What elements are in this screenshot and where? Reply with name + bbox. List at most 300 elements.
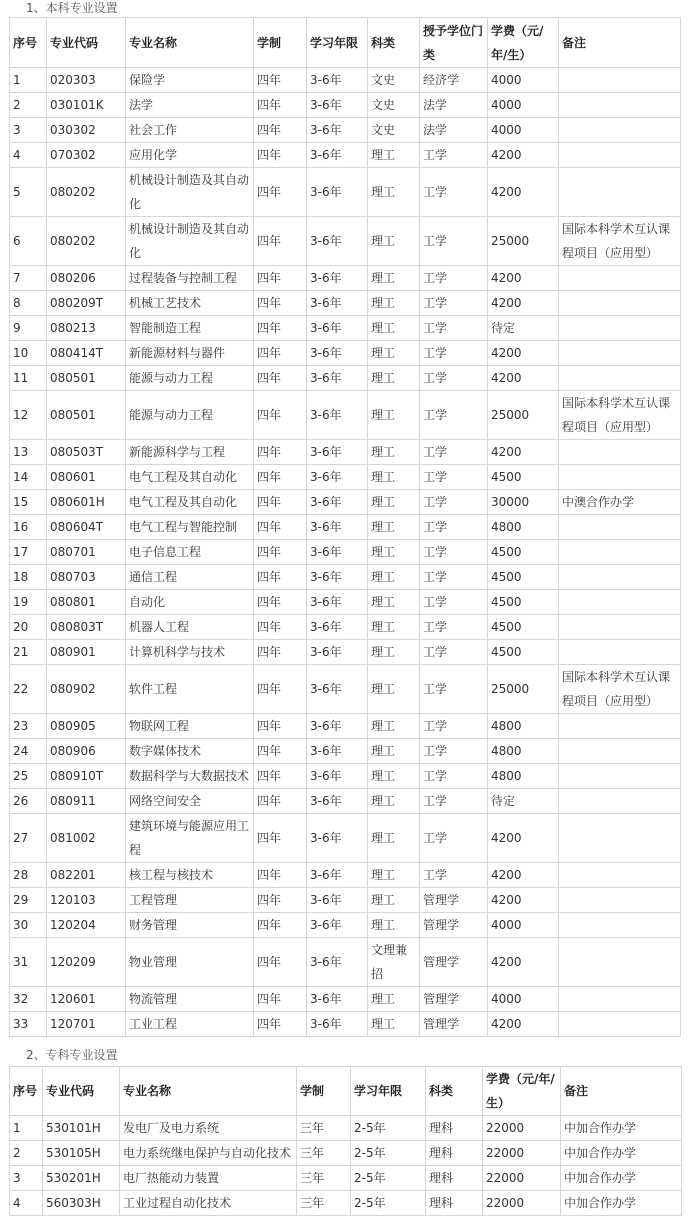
table-cell: 080906: [47, 739, 126, 764]
table-cell: 30000: [488, 490, 559, 515]
table-cell: 工学: [420, 391, 488, 440]
table-cell: 070302: [47, 143, 126, 168]
table-cell: 四年: [254, 391, 307, 440]
table-cell: 工学: [420, 764, 488, 789]
table-row: [10, 764, 681, 789]
table-cell: [559, 168, 681, 217]
table-cell: 30: [10, 913, 47, 938]
undergraduate-majors-table: [9, 17, 681, 1037]
table-cell: 33: [10, 1012, 47, 1037]
table-cell: 1: [10, 68, 47, 93]
table-cell: 电力系统继电保护与自动化技术: [120, 1141, 297, 1166]
table-cell: [559, 789, 681, 814]
table-cell: 四年: [254, 863, 307, 888]
table-cell: 3-6年: [307, 118, 368, 143]
table-row: [10, 341, 681, 366]
table-cell: 22000: [483, 1166, 561, 1191]
table-cell: 四年: [254, 590, 307, 615]
table-cell: 3-6年: [307, 266, 368, 291]
table-cell: 4500: [488, 615, 559, 640]
table-cell: 14: [10, 465, 47, 490]
table-cell: 理工: [368, 391, 420, 440]
table-cell: 管理学: [420, 888, 488, 913]
table-cell: 1: [10, 1116, 43, 1141]
table-cell: 080601H: [47, 490, 126, 515]
table-cell: 4500: [488, 640, 559, 665]
table-header-row: [10, 18, 681, 68]
table-cell: 3-6年: [307, 814, 368, 863]
table-cell: 4000: [488, 913, 559, 938]
table-cell: 3-6年: [307, 366, 368, 391]
table-cell: 机械设计制造及其自动化: [126, 217, 254, 266]
table-cell: [559, 814, 681, 863]
table-cell: 中加合作办学: [561, 1191, 682, 1216]
table-cell: [559, 888, 681, 913]
table-cell: 3-6年: [307, 640, 368, 665]
table-cell: [559, 440, 681, 465]
table-row: [10, 714, 681, 739]
header-cell: 学费（元/年/生）: [488, 18, 559, 68]
table-cell: 3: [10, 118, 47, 143]
header-cell: 序号: [10, 18, 47, 68]
table-cell: 四年: [254, 515, 307, 540]
table-cell: [559, 366, 681, 391]
table-cell: [559, 739, 681, 764]
table-cell: 通信工程: [126, 565, 254, 590]
table-cell: 3-6年: [307, 987, 368, 1012]
table-cell: 工业过程自动化技术: [120, 1191, 297, 1216]
table-cell: 法学: [420, 93, 488, 118]
table-cell: 080703: [47, 565, 126, 590]
table-cell: 工学: [420, 615, 488, 640]
table-cell: 四年: [254, 93, 307, 118]
table-cell: 081002: [47, 814, 126, 863]
table-cell: 15: [10, 490, 47, 515]
table-cell: [559, 565, 681, 590]
table-cell: 23: [10, 714, 47, 739]
table-cell: 理工: [368, 316, 420, 341]
table-cell: 4800: [488, 739, 559, 764]
table-cell: 工学: [420, 714, 488, 739]
table-cell: 法学: [420, 118, 488, 143]
table-row: [10, 93, 681, 118]
table-cell: 25000: [488, 665, 559, 714]
table-cell: 080202: [47, 168, 126, 217]
table-cell: 7: [10, 266, 47, 291]
table-cell: 理科: [426, 1166, 483, 1191]
table-row: [10, 291, 681, 316]
table-cell: 理工: [368, 515, 420, 540]
table-cell: 3-6年: [307, 615, 368, 640]
table-cell: 管理学: [420, 913, 488, 938]
table-cell: 电气工程及其自动化: [126, 490, 254, 515]
table-cell: 中澳合作办学: [559, 490, 681, 515]
table-cell: 工学: [420, 490, 488, 515]
table-cell: 四年: [254, 168, 307, 217]
table-cell: 3-6年: [307, 168, 368, 217]
table-cell: 082201: [47, 863, 126, 888]
table-cell: 530101H: [43, 1116, 120, 1141]
table-cell: 工学: [420, 266, 488, 291]
table-cell: 080902: [47, 665, 126, 714]
table-row: [10, 1012, 681, 1037]
table-cell: 四年: [254, 789, 307, 814]
table-cell: 3-6年: [307, 515, 368, 540]
table-cell: 3-6年: [307, 143, 368, 168]
junior-college-table-body: [10, 1116, 682, 1216]
table-cell: 理工: [368, 888, 420, 913]
table-cell: 工学: [420, 440, 488, 465]
table-cell: 9: [10, 316, 47, 341]
table-cell: [559, 316, 681, 341]
table-cell: [559, 465, 681, 490]
table-cell: 工学: [420, 565, 488, 590]
table-cell: 电气工程与智能控制: [126, 515, 254, 540]
header-cell: 学制: [297, 1067, 351, 1116]
table-cell: 四年: [254, 714, 307, 739]
table-cell: 理工: [368, 143, 420, 168]
table-cell: 3-6年: [307, 341, 368, 366]
table-row: [10, 515, 681, 540]
table-cell: 四年: [254, 490, 307, 515]
table-cell: 工学: [420, 291, 488, 316]
header-cell: 学习年限: [351, 1067, 426, 1116]
table-cell: 3-6年: [307, 316, 368, 341]
table-cell: 理工: [368, 913, 420, 938]
table-cell: 工学: [420, 217, 488, 266]
table-cell: 3: [10, 1166, 43, 1191]
table-cell: 530201H: [43, 1166, 120, 1191]
table-cell: 四年: [254, 291, 307, 316]
table-cell: [559, 590, 681, 615]
table-cell: 120204: [47, 913, 126, 938]
table-cell: 25000: [488, 391, 559, 440]
table-cell: 理工: [368, 640, 420, 665]
table-row: [10, 391, 681, 440]
table-cell: 四年: [254, 266, 307, 291]
table-cell: 四年: [254, 987, 307, 1012]
table-cell: 理工: [368, 739, 420, 764]
table-cell: 18: [10, 565, 47, 590]
table-cell: 工业工程: [126, 1012, 254, 1037]
table-cell: 四年: [254, 540, 307, 565]
table-cell: 机器人工程: [126, 615, 254, 640]
table-cell: 4: [10, 143, 47, 168]
table-row: [10, 938, 681, 987]
table-row: [10, 217, 681, 266]
table-cell: 4200: [488, 266, 559, 291]
table-cell: 文史: [368, 68, 420, 93]
table-cell: 四年: [254, 440, 307, 465]
table-cell: 25: [10, 764, 47, 789]
header-cell: 备注: [559, 18, 681, 68]
table-cell: 工学: [420, 590, 488, 615]
table-row: [10, 266, 681, 291]
table-cell: 120209: [47, 938, 126, 987]
table-cell: 物联网工程: [126, 714, 254, 739]
table-cell: 文理兼招: [368, 938, 420, 987]
table-cell: 三年: [297, 1191, 351, 1216]
table-row: [10, 863, 681, 888]
table-row: [10, 814, 681, 863]
table-cell: 080801: [47, 590, 126, 615]
table-cell: [559, 515, 681, 540]
table-cell: 理工: [368, 465, 420, 490]
table-cell: 四年: [254, 366, 307, 391]
table-cell: 4200: [488, 888, 559, 913]
table-row: [10, 1141, 682, 1166]
table-cell: 4800: [488, 764, 559, 789]
junior-college-majors-table: [9, 1066, 682, 1216]
table-cell: 保险学: [126, 68, 254, 93]
header-cell: 专业代码: [47, 18, 126, 68]
table-row: [10, 1166, 682, 1191]
table-cell: 080601: [47, 465, 126, 490]
table-cell: 管理学: [420, 938, 488, 987]
table-row: [10, 739, 681, 764]
table-cell: 四年: [254, 665, 307, 714]
table-cell: 28: [10, 863, 47, 888]
table-cell: 网络空间安全: [126, 789, 254, 814]
table-cell: 理工: [368, 565, 420, 590]
table-cell: 080701: [47, 540, 126, 565]
table-row: [10, 565, 681, 590]
table-cell: 080414T: [47, 341, 126, 366]
table-cell: 4200: [488, 366, 559, 391]
table-cell: 工学: [420, 316, 488, 341]
table-cell: 工学: [420, 863, 488, 888]
table-cell: [559, 118, 681, 143]
table-row: [10, 640, 681, 665]
table-cell: 理工: [368, 540, 420, 565]
section-title-undergraduate: 1、本科专业设置: [26, 1, 118, 15]
table-cell: 物业管理: [126, 938, 254, 987]
table-cell: 新能源科学与工程: [126, 440, 254, 465]
table-cell: 3-6年: [307, 913, 368, 938]
table-cell: 31: [10, 938, 47, 987]
table-cell: 工学: [420, 739, 488, 764]
table-cell: 三年: [297, 1141, 351, 1166]
table-cell: 4200: [488, 341, 559, 366]
table-cell: 3-6年: [307, 764, 368, 789]
table-cell: 工程管理: [126, 888, 254, 913]
table-cell: 080209T: [47, 291, 126, 316]
table-cell: 080910T: [47, 764, 126, 789]
table-cell: [559, 266, 681, 291]
table-cell: 4500: [488, 465, 559, 490]
table-cell: 020303: [47, 68, 126, 93]
table-cell: 理工: [368, 987, 420, 1012]
table-header-row: [10, 1067, 682, 1116]
table-cell: 3-6年: [307, 590, 368, 615]
undergraduate-table-body: [10, 68, 681, 1037]
table-cell: 工学: [420, 540, 488, 565]
table-cell: 120601: [47, 987, 126, 1012]
table-cell: 3-6年: [307, 291, 368, 316]
table-cell: 能源与动力工程: [126, 366, 254, 391]
table-cell: 四年: [254, 739, 307, 764]
table-row: [10, 118, 681, 143]
table-row: [10, 789, 681, 814]
table-cell: 文史: [368, 93, 420, 118]
table-cell: 四年: [254, 341, 307, 366]
table-cell: 理工: [368, 714, 420, 739]
table-cell: 4800: [488, 714, 559, 739]
table-cell: [559, 341, 681, 366]
table-cell: 4000: [488, 118, 559, 143]
table-row: [10, 665, 681, 714]
table-cell: [559, 640, 681, 665]
table-cell: [559, 68, 681, 93]
table-cell: 4500: [488, 565, 559, 590]
header-cell: 专业代码: [43, 1067, 120, 1116]
table-cell: 软件工程: [126, 665, 254, 714]
table-cell: 3-6年: [307, 863, 368, 888]
table-row: [10, 987, 681, 1012]
table-cell: 3-6年: [307, 490, 368, 515]
table-cell: 3-6年: [307, 938, 368, 987]
table-cell: [559, 938, 681, 987]
table-row: [10, 590, 681, 615]
table-cell: 四年: [254, 1012, 307, 1037]
table-cell: 四年: [254, 938, 307, 987]
table-cell: 理工: [368, 1012, 420, 1037]
table-cell: 12: [10, 391, 47, 440]
table-cell: 22000: [483, 1116, 561, 1141]
table-cell: 17: [10, 540, 47, 565]
table-row: [10, 143, 681, 168]
table-cell: 4000: [488, 68, 559, 93]
table-cell: 电子信息工程: [126, 540, 254, 565]
table-cell: 理科: [426, 1191, 483, 1216]
table-cell: 发电厂及电力系统: [120, 1116, 297, 1141]
table-row: [10, 888, 681, 913]
table-cell: 中加合作办学: [561, 1141, 682, 1166]
table-cell: 国际本科学术互认课程项目（应用型）: [559, 391, 681, 440]
table-cell: 080905: [47, 714, 126, 739]
header-cell: 学制: [254, 18, 307, 68]
table-cell: 3-6年: [307, 1012, 368, 1037]
table-cell: 四年: [254, 217, 307, 266]
table-cell: 理工: [368, 490, 420, 515]
table-cell: 080503T: [47, 440, 126, 465]
table-cell: [559, 714, 681, 739]
header-cell: 备注: [561, 1067, 682, 1116]
table-cell: 26: [10, 789, 47, 814]
table-row: [10, 615, 681, 640]
table-cell: 电气工程及其自动化: [126, 465, 254, 490]
table-cell: 4200: [488, 143, 559, 168]
table-cell: 四年: [254, 465, 307, 490]
table-cell: [559, 913, 681, 938]
table-cell: 四年: [254, 143, 307, 168]
table-cell: 理工: [368, 341, 420, 366]
table-cell: [559, 615, 681, 640]
table-cell: 经济学: [420, 68, 488, 93]
table-cell: 030101K: [47, 93, 126, 118]
table-cell: 080501: [47, 391, 126, 440]
header-cell: 专业名称: [126, 18, 254, 68]
table-cell: 工学: [420, 814, 488, 863]
table-cell: 4200: [488, 1012, 559, 1037]
table-cell: 理工: [368, 764, 420, 789]
table-cell: 智能制造工程: [126, 316, 254, 341]
table-cell: 四年: [254, 316, 307, 341]
table-cell: 3-6年: [307, 789, 368, 814]
table-cell: 120701: [47, 1012, 126, 1037]
table-cell: 4200: [488, 863, 559, 888]
header-cell: 学费（元/年/生）: [483, 1067, 561, 1116]
table-cell: 4200: [488, 291, 559, 316]
table-cell: [559, 987, 681, 1012]
table-cell: 财务管理: [126, 913, 254, 938]
table-cell: 四年: [254, 888, 307, 913]
table-cell: 21: [10, 640, 47, 665]
table-row: [10, 366, 681, 391]
table-cell: 理工: [368, 615, 420, 640]
table-cell: 3-6年: [307, 565, 368, 590]
table-cell: 2-5年: [351, 1166, 426, 1191]
table-cell: [559, 540, 681, 565]
header-cell: 科类: [426, 1067, 483, 1116]
table-cell: 理工: [368, 168, 420, 217]
table-cell: 3-6年: [307, 665, 368, 714]
table-cell: 16: [10, 515, 47, 540]
table-cell: 4: [10, 1191, 43, 1216]
table-cell: 3-6年: [307, 465, 368, 490]
table-cell: 3-6年: [307, 391, 368, 440]
table-cell: 2-5年: [351, 1191, 426, 1216]
table-cell: 080803T: [47, 615, 126, 640]
table-row: [10, 440, 681, 465]
table-cell: 机械设计制造及其自动化: [126, 168, 254, 217]
table-cell: 电厂热能动力装置: [120, 1166, 297, 1191]
table-cell: 数字媒体技术: [126, 739, 254, 764]
table-row: [10, 540, 681, 565]
table-cell: 工学: [420, 366, 488, 391]
table-cell: 27: [10, 814, 47, 863]
table-cell: 法学: [126, 93, 254, 118]
table-cell: 080501: [47, 366, 126, 391]
table-cell: 13: [10, 440, 47, 465]
table-cell: 4500: [488, 590, 559, 615]
table-cell: 物流管理: [126, 987, 254, 1012]
table-cell: 29: [10, 888, 47, 913]
table-row: [10, 316, 681, 341]
table-cell: 2: [10, 1141, 43, 1166]
table-cell: 8: [10, 291, 47, 316]
table-cell: 11: [10, 366, 47, 391]
table-cell: 2-5年: [351, 1141, 426, 1166]
table-cell: 6: [10, 217, 47, 266]
table-cell: 理工: [368, 590, 420, 615]
table-row: [10, 1116, 682, 1141]
table-cell: 中加合作办学: [561, 1166, 682, 1191]
table-cell: 25000: [488, 217, 559, 266]
header-cell: 序号: [10, 1067, 43, 1116]
table-cell: 030302: [47, 118, 126, 143]
table-cell: 10: [10, 341, 47, 366]
table-cell: 工学: [420, 143, 488, 168]
table-cell: 四年: [254, 118, 307, 143]
table-cell: 080901: [47, 640, 126, 665]
table-cell: 理工: [368, 266, 420, 291]
table-cell: [559, 863, 681, 888]
table-cell: 自动化: [126, 590, 254, 615]
table-cell: 3-6年: [307, 714, 368, 739]
table-cell: 理工: [368, 665, 420, 714]
table-cell: 19: [10, 590, 47, 615]
